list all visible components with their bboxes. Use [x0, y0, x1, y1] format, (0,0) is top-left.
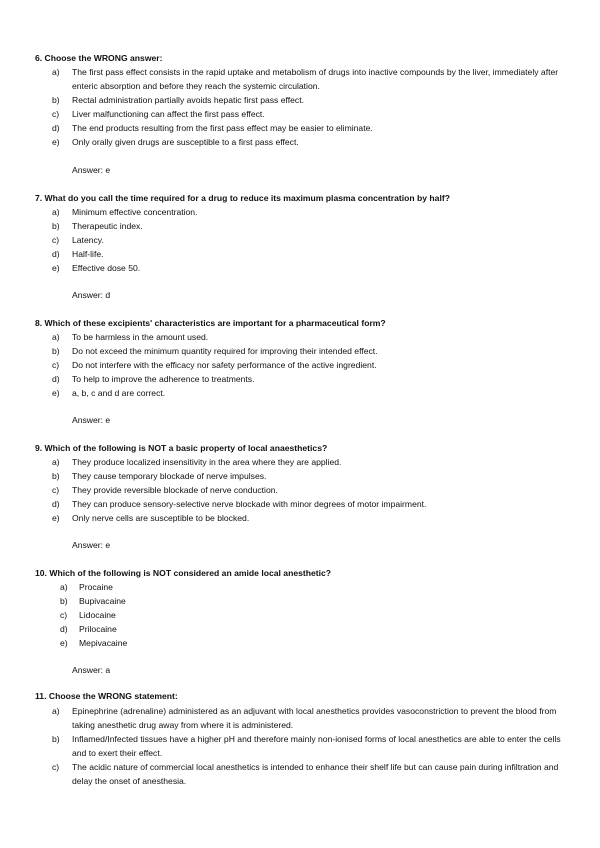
option-label: b) [52, 346, 60, 356]
option-label: e) [60, 638, 68, 648]
option-label: d) [60, 624, 68, 634]
option-label: b) [52, 221, 60, 231]
option-text: Procaine [79, 582, 113, 592]
option-a [0, 704, 600, 732]
option-label: a) [52, 457, 60, 467]
answer-line: Answer: e [72, 415, 111, 425]
option-label: e) [52, 137, 60, 147]
option-text: Only orally given drugs are susceptible to a first pass effect. [72, 137, 299, 147]
option-d [0, 497, 600, 511]
option-d [0, 622, 600, 636]
option-a [0, 330, 600, 344]
option-label: d) [52, 499, 60, 509]
option-e [0, 511, 600, 525]
option-text: Liver malfunctioning can affect the first pass effect. [72, 109, 265, 119]
option-text: Minimum effective concentration. [72, 207, 198, 217]
option-a [0, 65, 600, 93]
option-text: They cause temporary blockade of nerve impulses. [72, 471, 267, 481]
option-label: c) [52, 109, 60, 119]
option-c [0, 483, 600, 497]
option-c [0, 107, 600, 121]
option-text: They produce localized insensitivity in the area where they are applied. [72, 457, 342, 467]
option-label: c) [52, 235, 60, 245]
question-title: 7. What do you call the time required for a drug to reduce its maximum plasma concentration by half? [35, 193, 450, 203]
question-title: 8. Which of these excipients' characteristics are important for a pharmaceutical form? [35, 318, 386, 328]
option-label: b) [52, 95, 60, 105]
option-text: Prilocaine [79, 624, 117, 634]
question-title: 10. Which of the following is NOT considered an amide local anesthetic? [35, 568, 332, 578]
answer-line: Answer: e [72, 540, 111, 550]
option-label: e) [52, 513, 60, 523]
option-label: d) [52, 123, 60, 133]
option-label: a) [52, 67, 60, 77]
option-label: a) [52, 706, 60, 716]
option-text: Lidocaine [79, 610, 116, 620]
option-a [0, 455, 600, 469]
option-e [0, 261, 600, 275]
answer-line: Answer: e [72, 165, 111, 175]
option-d [0, 247, 600, 261]
option-label: c) [60, 610, 68, 620]
option-text: Bupivacaine [79, 596, 126, 606]
option-text: Therapeutic index. [72, 221, 143, 231]
option-a [0, 580, 600, 594]
option-text: Do not exceed the minimum quantity required for improving their intended effect. [72, 346, 378, 356]
question-title: 9. Which of the following is NOT a basic property of local anaesthetics? [35, 443, 328, 453]
option-text: The end products resulting from the first pass effect may be easier to eliminate. [72, 123, 373, 133]
option-c [0, 233, 600, 247]
option-text: Rectal administration partially avoids hepatic first pass effect. [72, 95, 304, 105]
option-b [0, 469, 600, 483]
option-label: a) [52, 332, 60, 342]
option-text: a, b, c and d are correct. [72, 388, 166, 398]
option-text: Epinephrine (adrenaline) administered as an adjuvant with local anesthetics provides vasoconstriction to prevent the blood from taking anesthetic drug away from where it is administered. [72, 706, 557, 730]
option-label: d) [52, 374, 60, 384]
option-e [0, 386, 600, 400]
option-text: Only nerve cells are susceptible to be blocked. [72, 513, 250, 523]
option-d [0, 372, 600, 386]
option-label: b) [52, 734, 60, 744]
option-label: e) [52, 388, 60, 398]
option-text: To be harmless in the amount used. [72, 332, 209, 342]
option-c [0, 608, 600, 622]
option-e [0, 135, 600, 149]
option-b [0, 732, 600, 760]
option-label: b) [60, 596, 68, 606]
option-text: Effective dose 50. [72, 263, 141, 273]
option-a [0, 205, 600, 219]
option-c [0, 760, 600, 788]
answer-line: Answer: d [72, 290, 111, 300]
option-text: To help to improve the adherence to treatments. [72, 374, 255, 384]
option-text: Do not interfere with the efficacy nor safety performance of the active ingredient. [72, 360, 377, 370]
option-text: Inflamed/Infected tissues have a higher pH and therefore mainly non-ionised forms of local anesthetics are able to enter the cells and to exert their effect. [72, 734, 561, 758]
option-label: a) [60, 582, 68, 592]
option-b [0, 594, 600, 608]
option-b [0, 219, 600, 233]
option-label: a) [52, 207, 60, 217]
option-text: The first pass effect consists in the rapid uptake and metabolism of drugs into inactive compounds by the liver, immediately after enteric absorption and before they reach the systemic circulation. [72, 67, 559, 91]
option-text: The acidic nature of commercial local anesthetics is intended to enhance their shelf life but can cause pain during infiltration and delay the onset of anesthesia. [72, 762, 559, 786]
option-label: c) [52, 360, 60, 370]
option-d [0, 121, 600, 135]
question-title: 6. Choose the WRONG answer: [35, 53, 163, 63]
option-c [0, 358, 600, 372]
option-text: They provide reversible blockade of nerve conduction. [72, 485, 278, 495]
question-title: 11. Choose the WRONG statement: [35, 691, 178, 701]
option-b [0, 344, 600, 358]
option-label: c) [52, 762, 60, 772]
option-text: They can produce sensory-selective nerve blockade with minor degrees of motor impairment. [72, 499, 427, 509]
option-label: d) [52, 249, 60, 259]
option-label: b) [52, 471, 60, 481]
option-label: c) [52, 485, 60, 495]
option-b [0, 93, 600, 107]
option-label: e) [52, 263, 60, 273]
option-text: Mepivacaine [79, 638, 128, 648]
option-text: Latency. [72, 235, 104, 245]
answer-line: Answer: a [72, 665, 111, 675]
option-e [0, 636, 600, 650]
option-text: Half-life. [72, 249, 104, 259]
